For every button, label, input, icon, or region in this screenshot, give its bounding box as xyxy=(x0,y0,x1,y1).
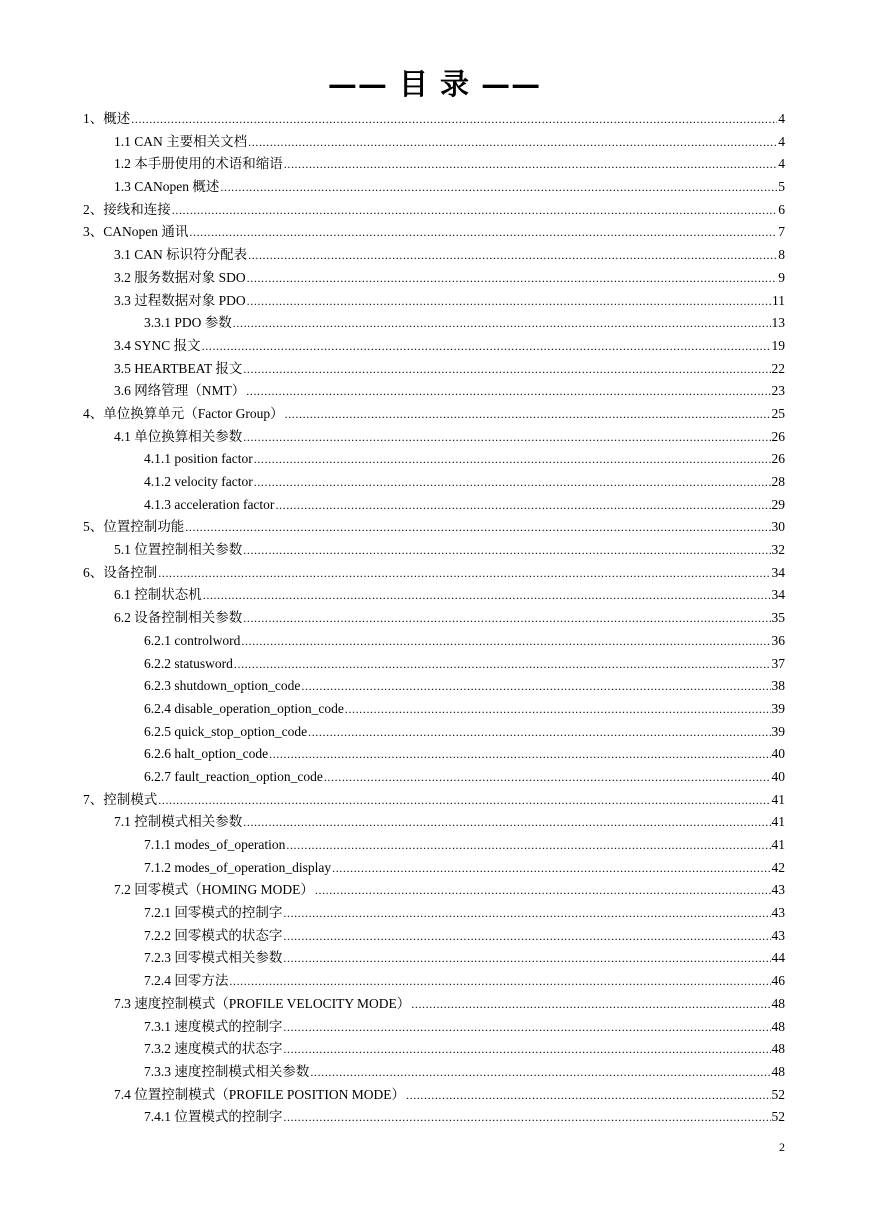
dot-leader xyxy=(283,902,770,925)
toc-entry-label: 6.2.1 controlword xyxy=(144,632,241,648)
dot-leader xyxy=(254,448,771,471)
toc-entry-page: 4 xyxy=(778,133,785,149)
toc-entry[interactable] xyxy=(0,584,869,607)
dot-leader xyxy=(283,947,770,970)
toc-entry[interactable] xyxy=(0,834,869,857)
toc-entry-page: 34 xyxy=(771,587,785,603)
toc-entry-label: 6.2.6 halt_option_code xyxy=(144,746,269,762)
toc-entry-page: 30 xyxy=(771,519,785,535)
toc-entry-page: 23 xyxy=(771,383,785,399)
toc-entry[interactable] xyxy=(0,1061,869,1084)
toc-entry-page: 4 xyxy=(778,111,785,126)
toc-entry-label: 4.1.1 position factor xyxy=(144,451,253,467)
toc-entry-page: 43 xyxy=(771,927,785,943)
dot-leader xyxy=(229,970,770,993)
toc-entry-page: 48 xyxy=(771,1063,785,1079)
toc-entry-page: 28 xyxy=(771,474,785,489)
dot-leader xyxy=(332,857,770,880)
toc-entry-label: 7.3.3 速度控制模式相关参数 xyxy=(144,1063,310,1079)
toc-entry-page: 19 xyxy=(771,337,785,353)
dot-leader xyxy=(185,516,770,539)
toc-entry-label: 1.3 CANopen 概述 xyxy=(114,179,220,195)
toc-entry[interactable] xyxy=(0,811,869,834)
toc-entry[interactable] xyxy=(0,993,869,1016)
dot-leader xyxy=(247,267,778,290)
toc-entry[interactable] xyxy=(0,539,869,562)
dot-leader xyxy=(283,1106,770,1129)
toc-entry-label: 7.4.1 位置模式的控制字 xyxy=(144,1109,283,1125)
dot-leader xyxy=(285,403,771,426)
toc-entry-page: 5 xyxy=(778,179,785,195)
toc-entry-label: 7.1.2 modes_of_operation_display xyxy=(144,859,332,875)
toc-entry[interactable] xyxy=(0,176,869,199)
toc-entry-label: 4.1 单位换算相关参数 xyxy=(114,428,243,444)
dot-leader xyxy=(202,335,771,358)
table-of-contents xyxy=(0,108,869,1129)
toc-entry-label: 7.2.3 回零模式相关参数 xyxy=(144,950,283,966)
dot-leader xyxy=(158,789,770,812)
toc-entry[interactable] xyxy=(0,403,869,426)
dot-leader xyxy=(243,607,770,630)
toc-entry-page: 41 xyxy=(771,837,785,852)
toc-entry-label: 7.1.1 modes_of_operation xyxy=(144,837,286,852)
toc-entry-page: 35 xyxy=(771,610,785,626)
toc-entry-label: 1、概述 xyxy=(83,111,131,126)
toc-entry-page: 7 xyxy=(778,224,785,240)
toc-entry-label: 5、位置控制功能 xyxy=(83,519,185,535)
dot-leader xyxy=(234,653,771,676)
toc-entry[interactable] xyxy=(0,653,869,676)
toc-entry-label: 6.1 控制状态机 xyxy=(114,587,202,603)
toc-entry-page: 52 xyxy=(771,1086,785,1102)
toc-entry-label: 4.1.3 acceleration factor xyxy=(144,496,275,512)
toc-entry-label: 6.2.2 statusword xyxy=(144,655,233,671)
toc-entry[interactable] xyxy=(0,244,869,267)
toc-entry-page: 41 xyxy=(771,814,785,830)
dot-leader xyxy=(131,108,777,131)
toc-entry-label: 7.2.2 回零模式的状态字 xyxy=(144,927,283,943)
toc-entry-label: 3.2 服务数据对象 SDO xyxy=(114,269,246,285)
toc-entry-page: 8 xyxy=(778,247,785,263)
toc-entry-page: 41 xyxy=(771,791,785,807)
dot-leader xyxy=(241,630,770,653)
toc-entry-label: 3.5 HEARTBEAT 报文 xyxy=(114,360,243,376)
page-number: 2 xyxy=(779,1140,785,1154)
toc-entry[interactable] xyxy=(0,312,869,335)
toc-entry-label: 1.1 CAN 主要相关文档 xyxy=(114,133,248,149)
toc-entry-page: 52 xyxy=(771,1109,785,1125)
toc-entry-label: 7、控制模式 xyxy=(83,791,158,807)
toc-entry[interactable] xyxy=(0,516,869,539)
toc-entry[interactable] xyxy=(0,1106,869,1129)
toc-entry[interactable] xyxy=(0,267,869,290)
toc-entry-label: 3.4 SYNC 报文 xyxy=(114,337,201,353)
toc-entry[interactable] xyxy=(0,221,869,244)
dot-leader xyxy=(411,993,770,1016)
toc-entry-page: 13 xyxy=(771,315,785,331)
toc-entry[interactable] xyxy=(0,448,869,471)
dot-leader xyxy=(345,698,771,721)
toc-entry[interactable] xyxy=(0,607,869,630)
toc-entry[interactable] xyxy=(0,199,869,222)
toc-entry[interactable] xyxy=(0,1038,869,1061)
toc-entry[interactable] xyxy=(0,675,869,698)
dot-leader xyxy=(254,471,771,494)
toc-entry[interactable] xyxy=(0,902,869,925)
toc-entry-label: 6.2.5 quick_stop_option_code xyxy=(144,723,308,739)
toc-entry-page: 37 xyxy=(771,655,785,671)
dot-leader xyxy=(308,721,770,744)
toc-entry[interactable] xyxy=(0,335,869,358)
toc-entry[interactable] xyxy=(0,131,869,154)
dot-leader xyxy=(158,562,770,585)
dot-leader xyxy=(269,743,770,766)
toc-entry-label: 1.2 本手册使用的术语和缩语 xyxy=(114,156,283,172)
dot-leader xyxy=(283,1038,770,1061)
toc-entry[interactable] xyxy=(0,970,869,993)
toc-entry[interactable] xyxy=(0,630,869,653)
toc-entry[interactable] xyxy=(0,562,869,585)
toc-entry-page: 26 xyxy=(771,428,785,444)
toc-entry-label: 3.1 CAN 标识符分配表 xyxy=(114,247,248,263)
toc-entry-page: 6 xyxy=(778,201,785,217)
toc-entry-page: 46 xyxy=(771,973,785,989)
toc-entry[interactable] xyxy=(0,108,869,131)
toc-entry[interactable] xyxy=(0,879,869,902)
dot-leader xyxy=(324,766,771,789)
toc-entry-page: 39 xyxy=(771,723,785,739)
toc-entry-page: 42 xyxy=(771,859,785,875)
toc-entry-label: 7.2.4 回零方法 xyxy=(144,973,229,989)
toc-entry-page: 29 xyxy=(771,496,785,512)
dot-leader xyxy=(247,290,771,313)
toc-entry-page: 32 xyxy=(771,542,785,558)
dot-leader xyxy=(284,153,778,176)
dot-leader xyxy=(243,426,770,449)
toc-entry[interactable] xyxy=(0,494,869,517)
dot-leader xyxy=(246,380,770,403)
toc-entry-page: 48 xyxy=(771,1041,785,1057)
toc-entry[interactable] xyxy=(0,1016,869,1039)
toc-entry-page: 39 xyxy=(771,700,785,716)
toc-entry[interactable] xyxy=(0,721,869,744)
toc-entry-label: 7.3.1 速度模式的控制字 xyxy=(144,1018,283,1034)
toc-entry-label: 7.1 控制模式相关参数 xyxy=(114,814,243,830)
dot-leader xyxy=(283,925,770,948)
toc-entry-page: 34 xyxy=(771,564,785,580)
dot-leader xyxy=(243,811,770,834)
dot-leader xyxy=(310,1061,770,1084)
toc-entry-label: 5.1 位置控制相关参数 xyxy=(114,542,243,558)
toc-entry-label: 3.6 网络管理（NMT） xyxy=(114,383,246,399)
toc-entry[interactable] xyxy=(0,153,869,176)
toc-entry-label: 6.2.7 fault_reaction_option_code xyxy=(144,768,323,784)
dot-leader xyxy=(301,675,770,698)
toc-entry-page: 40 xyxy=(771,768,785,784)
dot-leader xyxy=(203,584,771,607)
toc-entry[interactable] xyxy=(0,471,869,494)
toc-entry-label: 7.3.2 速度模式的状态字 xyxy=(144,1041,283,1057)
dot-leader xyxy=(243,539,770,562)
toc-entry-label: 7.2.1 回零模式的控制字 xyxy=(144,905,283,921)
dot-leader xyxy=(406,1084,770,1107)
page-title: —— 目 录 —— xyxy=(327,67,542,101)
toc-entry[interactable] xyxy=(0,743,869,766)
dot-leader xyxy=(243,358,770,381)
toc-entry[interactable] xyxy=(0,857,869,880)
dot-leader xyxy=(189,221,777,244)
toc-entry-label: 2、接线和连接 xyxy=(83,201,171,217)
toc-entry[interactable] xyxy=(0,947,869,970)
dot-leader xyxy=(220,176,777,199)
dot-leader xyxy=(233,312,771,335)
toc-entry-label: 3、CANopen 通讯 xyxy=(83,224,189,240)
toc-entry[interactable] xyxy=(0,766,869,789)
toc-entry-label: 7.3 速度控制模式（PROFILE VELOCITY MODE） xyxy=(114,995,411,1011)
toc-entry-page: 38 xyxy=(771,678,785,694)
toc-entry-label: 4.1.2 velocity factor xyxy=(144,474,253,489)
toc-entry-page: 43 xyxy=(771,882,785,898)
toc-entry[interactable] xyxy=(0,698,869,721)
toc-entry-label: 7.4 位置控制模式（PROFILE POSITION MODE） xyxy=(114,1086,406,1102)
toc-entry-label: 7.2 回零模式（HOMING MODE） xyxy=(114,882,314,898)
toc-entry-page: 48 xyxy=(771,995,785,1011)
toc-entry-page: 22 xyxy=(771,360,785,376)
dot-leader xyxy=(283,1016,770,1039)
toc-entry[interactable] xyxy=(0,290,869,313)
dot-leader xyxy=(248,131,777,154)
toc-entry[interactable] xyxy=(0,380,869,403)
toc-entry[interactable] xyxy=(0,426,869,449)
toc-entry-page: 4 xyxy=(778,156,785,172)
dot-leader xyxy=(172,199,778,222)
toc-entry[interactable] xyxy=(0,789,869,812)
toc-entry-label: 6、设备控制 xyxy=(83,564,158,580)
toc-entry-page: 11 xyxy=(772,292,785,308)
toc-entry-page: 43 xyxy=(771,905,785,921)
toc-entry-label: 3.3 过程数据对象 PDO xyxy=(114,292,246,308)
toc-entry-page: 9 xyxy=(778,269,785,285)
toc-entry-page: 26 xyxy=(771,451,785,467)
dot-leader xyxy=(248,244,777,267)
toc-entry-label: 6.2 设备控制相关参数 xyxy=(114,610,243,626)
toc-entry-label: 6.2.4 disable_operation_option_code xyxy=(144,700,344,716)
toc-entry-page: 48 xyxy=(771,1018,785,1034)
toc-entry-label: 3.3.1 PDO 参数 xyxy=(144,315,232,331)
toc-entry[interactable] xyxy=(0,358,869,381)
dot-leader xyxy=(315,879,771,902)
toc-entry-page: 25 xyxy=(771,405,785,421)
toc-entry[interactable] xyxy=(0,925,869,948)
dot-leader xyxy=(275,494,770,517)
dot-leader xyxy=(286,834,770,857)
toc-entry-page: 40 xyxy=(771,746,785,762)
toc-entry-page: 36 xyxy=(771,632,785,648)
toc-entry-label: 4、单位换算单元（Factor Group） xyxy=(83,405,284,421)
toc-entry-label: 6.2.3 shutdown_option_code xyxy=(144,678,301,694)
toc-entry-page: 44 xyxy=(771,950,785,966)
toc-entry[interactable] xyxy=(0,1084,869,1107)
